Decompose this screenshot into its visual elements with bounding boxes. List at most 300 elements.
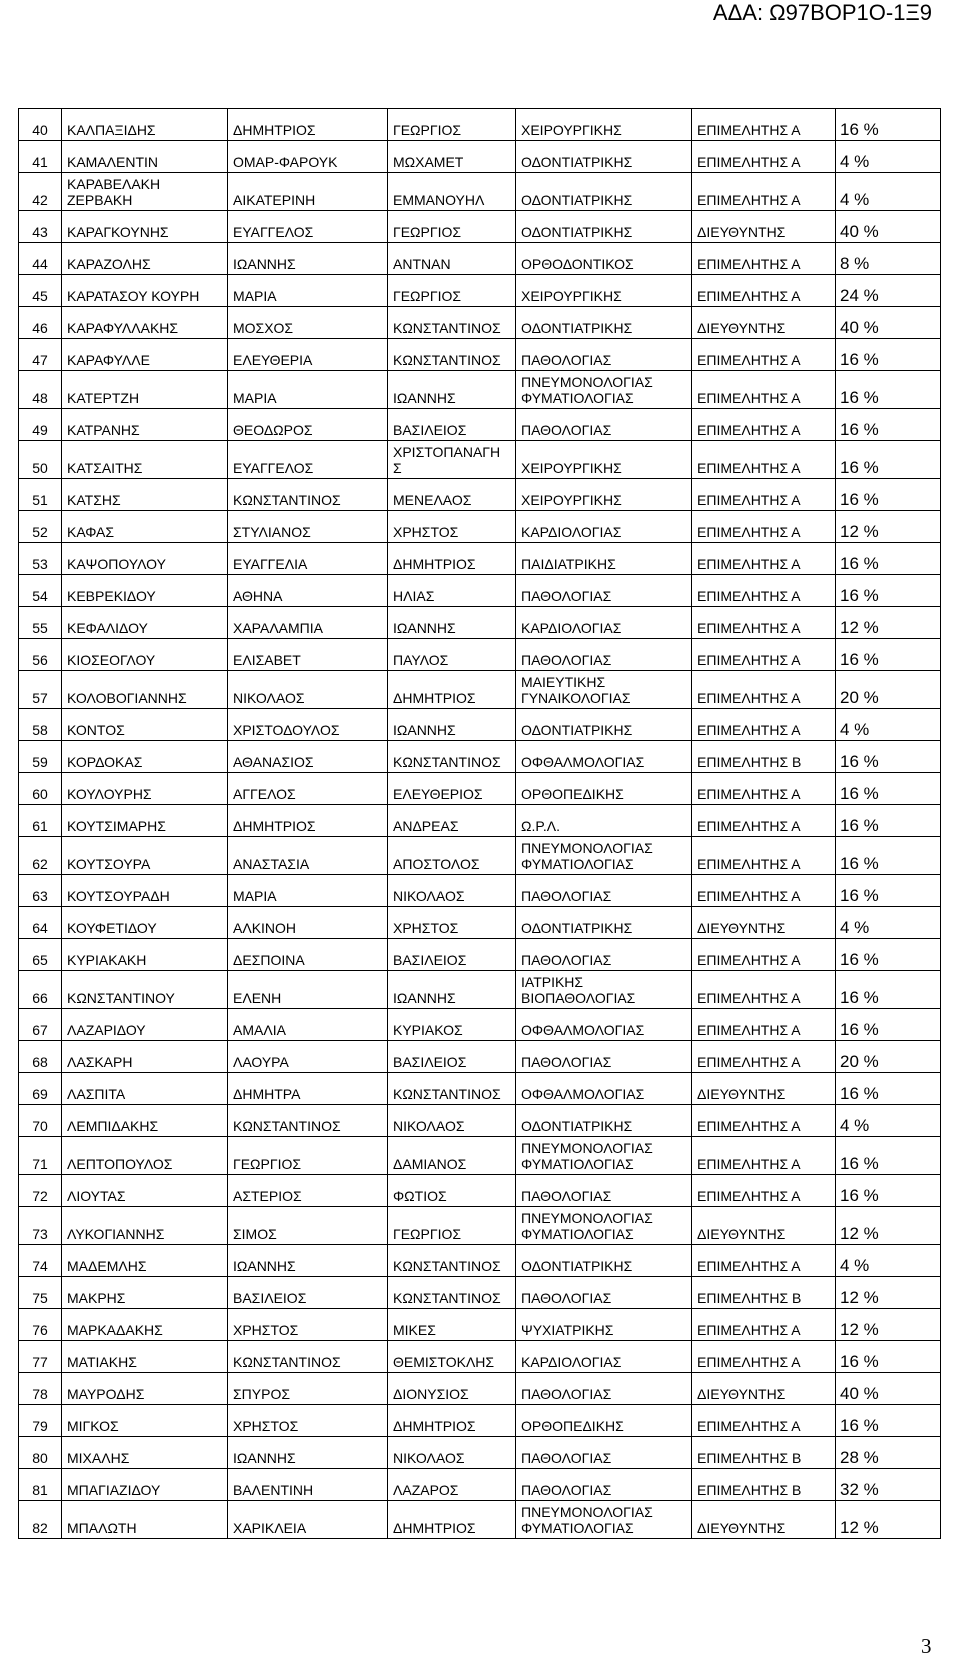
first-name-cell xyxy=(228,1437,388,1469)
father-name-cell xyxy=(388,907,516,939)
father-name-cell xyxy=(388,1073,516,1105)
first-name-cell xyxy=(228,773,388,805)
surname-cell xyxy=(62,1469,228,1501)
father-name-cell xyxy=(388,339,516,371)
table-row xyxy=(19,805,941,837)
surname: ΚΑΤΣΑΙΤΗΣ xyxy=(67,460,143,476)
percentage-cell xyxy=(836,1309,941,1341)
surname: ΜΑΚΡΗΣ xyxy=(67,1290,126,1306)
specialty-cell xyxy=(516,371,692,409)
specialty-cell xyxy=(516,1073,692,1105)
surname: ΚΑΡΑΓΚΟΥΝΗΣ xyxy=(67,224,169,240)
table-row xyxy=(19,773,941,805)
father-name: ΜΩΧΑΜΕΤ xyxy=(393,154,464,170)
percentage: 16 % xyxy=(840,1020,879,1039)
row-number-cell xyxy=(19,1309,62,1341)
percentage: 24 % xyxy=(840,286,879,305)
row-number-cell xyxy=(19,543,62,575)
row-number-cell xyxy=(19,339,62,371)
father-name: ΦΩΤΙΟΣ xyxy=(393,1188,447,1204)
percentage: 32 % xyxy=(840,1480,879,1499)
first-name-cell xyxy=(228,243,388,275)
specialty-cell xyxy=(516,1041,692,1073)
table-row xyxy=(19,1277,941,1309)
table-row xyxy=(19,1137,941,1175)
rank-cell xyxy=(692,511,836,543)
father-name: ΔΗΜΗΤΡΙΟΣ xyxy=(393,690,476,706)
father-name: ΒΑΣΙΛΕΙΟΣ xyxy=(393,422,467,438)
specialty-cell xyxy=(516,243,692,275)
surname: ΚΥΡΙΑΚΑΚΗ xyxy=(67,952,147,968)
specialty-cell xyxy=(516,1341,692,1373)
rank-cell xyxy=(692,141,836,173)
father-name: ΓΕΩΡΓΙΟΣ xyxy=(393,122,461,138)
surname: ΚΑΡΑΦΥΛΛΑΚΗΣ xyxy=(67,320,179,336)
father-name-cell xyxy=(388,1277,516,1309)
row-number-cell xyxy=(19,1009,62,1041)
percentage: 16 % xyxy=(840,988,879,1007)
surname-cell xyxy=(62,339,228,371)
first-name-cell xyxy=(228,1175,388,1207)
surname-cell xyxy=(62,805,228,837)
father-name-cell xyxy=(388,1245,516,1277)
surname: ΛΑΣΚΑΡΗ xyxy=(67,1054,133,1070)
father-name-cell xyxy=(388,1373,516,1405)
surname-cell xyxy=(62,1105,228,1137)
percentage: 40 % xyxy=(840,318,879,337)
row-number-cell xyxy=(19,939,62,971)
father-name: ΘΕΜΙΣΤΟΚΛΗΣ xyxy=(393,1354,495,1370)
specialty-cell xyxy=(516,907,692,939)
specialty: ΠΑΘΟΛΟΓΙΑΣ xyxy=(521,952,612,968)
surname-cell xyxy=(62,441,228,479)
percentage-cell xyxy=(836,875,941,907)
surname: ΜΙΧΑΛΗΣ xyxy=(67,1450,130,1466)
row-number: 58 xyxy=(32,722,48,738)
father-name-cell xyxy=(388,109,516,141)
first-name-cell xyxy=(228,607,388,639)
first-name-cell xyxy=(228,1245,388,1277)
table-row xyxy=(19,1501,941,1539)
first-name-cell xyxy=(228,1341,388,1373)
rank: ΕΠΙΜΕΛΗΤΗΣ Β xyxy=(697,1450,802,1466)
specialty: ΚΑΡΔΙΟΛΟΓΙΑΣ xyxy=(521,1354,622,1370)
specialty: ΟΔΟΝΤΙΑΤΡΙΚΗΣ xyxy=(521,722,633,738)
row-number: 57 xyxy=(32,690,48,706)
row-number: 80 xyxy=(32,1450,48,1466)
rank-cell xyxy=(692,409,836,441)
page-number: 3 xyxy=(921,1634,932,1658)
row-number: 70 xyxy=(32,1118,48,1134)
father-name-cell xyxy=(388,607,516,639)
first-name: ΟΜΑΡ-ΦΑΡΟΥΚ xyxy=(233,154,338,170)
father-name-cell xyxy=(388,1469,516,1501)
first-name-cell xyxy=(228,1405,388,1437)
father-name-cell xyxy=(388,709,516,741)
surname: ΚΟΥΤΣΟΥΡΑΔΗ xyxy=(67,888,170,904)
rank-cell xyxy=(692,1207,836,1245)
specialty-cell xyxy=(516,741,692,773)
rank: ΕΠΙΜΕΛΗΤΗΣ Α xyxy=(697,620,801,636)
first-name: ΕΥΑΓΓΕΛΟΣ xyxy=(233,224,314,240)
row-number-cell xyxy=(19,1073,62,1105)
father-name: ΜΙΚΕΣ xyxy=(393,1322,436,1338)
specialty-cell xyxy=(516,671,692,709)
rank-cell xyxy=(692,907,836,939)
first-name-cell xyxy=(228,543,388,575)
table-row xyxy=(19,371,941,409)
surname-cell xyxy=(62,211,228,243)
first-name-cell xyxy=(228,875,388,907)
row-number: 64 xyxy=(32,920,48,936)
table-row xyxy=(19,1105,941,1137)
percentage: 20 % xyxy=(840,1052,879,1071)
first-name: ΚΩΝΣΤΑΝΤΙΝΟΣ xyxy=(233,1118,341,1134)
first-name: ΚΩΝΣΤΑΝΤΙΝΟΣ xyxy=(233,492,341,508)
rank: ΕΠΙΜΕΛΗΤΗΣ Α xyxy=(697,390,801,406)
specialty: ΠΝΕΥΜΟΝΟΛΟΓΙΑΣ ΦΥΜΑΤΙΟΛΟΓΙΑΣ xyxy=(521,1140,653,1172)
table-row xyxy=(19,141,941,173)
percentage-cell xyxy=(836,1207,941,1245)
rank: ΕΠΙΜΕΛΗΤΗΣ Α xyxy=(697,856,801,872)
row-number-cell xyxy=(19,141,62,173)
percentage-cell xyxy=(836,109,941,141)
father-name-cell xyxy=(388,307,516,339)
table-row xyxy=(19,511,941,543)
rank: ΕΠΙΜΕΛΗΤΗΣ Α xyxy=(697,352,801,368)
specialty: ΧΕΙΡΟΥΡΓΙΚΗΣ xyxy=(521,492,622,508)
surname: ΜΙΓΚΟΣ xyxy=(67,1418,119,1434)
specialty: ΠΝΕΥΜΟΝΟΛΟΓΙΑΣ ΦΥΜΑΤΙΟΛΟΓΙΑΣ xyxy=(521,374,653,406)
surname-cell xyxy=(62,639,228,671)
table-row xyxy=(19,971,941,1009)
surname-cell xyxy=(62,275,228,307)
first-name-cell xyxy=(228,307,388,339)
percentage: 16 % xyxy=(840,554,879,573)
first-name: ΔΗΜΗΤΡΙΟΣ xyxy=(233,122,316,138)
father-name: ΝΙΚΟΛΑΟΣ xyxy=(393,1450,465,1466)
rank: ΕΠΙΜΕΛΗΤΗΣ Α xyxy=(697,422,801,438)
rank-cell xyxy=(692,1437,836,1469)
specialty-cell xyxy=(516,1405,692,1437)
father-name: ΔΑΜΙΑΝΟΣ xyxy=(393,1156,467,1172)
row-number: 66 xyxy=(32,990,48,1006)
specialty: ΠΑΘΟΛΟΓΙΑΣ xyxy=(521,422,612,438)
rank: ΔΙΕΥΘΥΝΤΗΣ xyxy=(697,320,786,336)
father-name: ΝΙΚΟΛΑΟΣ xyxy=(393,1118,465,1134)
percentage: 8 % xyxy=(840,254,870,273)
surname-cell xyxy=(62,1373,228,1405)
surname: ΚΑΤΕΡΤΖΗ xyxy=(67,390,140,406)
rank-cell xyxy=(692,1041,836,1073)
percentage: 16 % xyxy=(840,816,879,835)
surname: ΚΟΝΤΟΣ xyxy=(67,722,125,738)
father-name: ΒΑΣΙΛΕΙΟΣ xyxy=(393,1054,467,1070)
rank: ΕΠΙΜΕΛΗΤΗΣ Β xyxy=(697,754,802,770)
first-name: ΜΑΡΙΑ xyxy=(233,288,277,304)
specialty: ΠΝΕΥΜΟΝΟΛΟΓΙΑΣ ΦΥΜΑΤΙΟΛΟΓΙΑΣ xyxy=(521,840,653,872)
surname-cell xyxy=(62,173,228,211)
percentage-cell xyxy=(836,671,941,709)
father-name: ΛΑΖΑΡΟΣ xyxy=(393,1482,459,1498)
first-name: ΑΘΗΝΑ xyxy=(233,588,283,604)
specialty: ΠΑΘΟΛΟΓΙΑΣ xyxy=(521,1188,612,1204)
table-row xyxy=(19,671,941,709)
father-name-cell xyxy=(388,543,516,575)
percentage: 40 % xyxy=(840,222,879,241)
table-row xyxy=(19,939,941,971)
rank: ΕΠΙΜΕΛΗΤΗΣ Α xyxy=(697,154,801,170)
row-number-cell xyxy=(19,1373,62,1405)
rank-cell xyxy=(692,243,836,275)
rank: ΕΠΙΜΕΛΗΤΗΣ Α xyxy=(697,1418,801,1434)
row-number-cell xyxy=(19,1501,62,1539)
first-name: ΙΩΑΝΝΗΣ xyxy=(233,1258,296,1274)
surname-cell xyxy=(62,671,228,709)
percentage-cell xyxy=(836,511,941,543)
father-name: ΔΗΜΗΤΡΙΟΣ xyxy=(393,1520,476,1536)
first-name: ΑΛΚΙΝΟΗ xyxy=(233,920,297,936)
percentage: 40 % xyxy=(840,1384,879,1403)
percentage: 16 % xyxy=(840,586,879,605)
surname: ΜΑΤΙΑΚΗΣ xyxy=(67,1354,137,1370)
father-name-cell xyxy=(388,939,516,971)
first-name-cell xyxy=(228,211,388,243)
father-name: ΝΙΚΟΛΑΟΣ xyxy=(393,888,465,904)
row-number-cell xyxy=(19,1341,62,1373)
father-name-cell xyxy=(388,1437,516,1469)
table-row xyxy=(19,875,941,907)
first-name: ΑΘΑΝΑΣΙΟΣ xyxy=(233,754,314,770)
row-number: 45 xyxy=(32,288,48,304)
father-name-cell xyxy=(388,1137,516,1175)
ada-code: ΑΔΑ: Ω97ΒΟΡ1Ο-1Ξ9 xyxy=(712,0,932,25)
father-name-cell xyxy=(388,371,516,409)
table-row xyxy=(19,479,941,511)
rank-cell xyxy=(692,939,836,971)
row-number-cell xyxy=(19,275,62,307)
rank: ΕΠΙΜΕΛΗΤΗΣ Α xyxy=(697,1354,801,1370)
rank: ΕΠΙΜΕΛΗΤΗΣ Α xyxy=(697,192,801,208)
table-row xyxy=(19,307,941,339)
row-number-cell xyxy=(19,173,62,211)
first-name-cell xyxy=(228,1277,388,1309)
first-name-cell xyxy=(228,939,388,971)
father-name: ΒΑΣΙΛΕΙΟΣ xyxy=(393,952,467,968)
surname-cell xyxy=(62,1277,228,1309)
specialty-cell xyxy=(516,607,692,639)
specialty: Ω.Ρ.Λ. xyxy=(521,818,561,834)
surname-cell xyxy=(62,773,228,805)
row-number-cell xyxy=(19,307,62,339)
specialty: ΟΔΟΝΤΙΑΤΡΙΚΗΣ xyxy=(521,224,633,240)
table-row xyxy=(19,837,941,875)
specialty: ΠΑΘΟΛΟΓΙΑΣ xyxy=(521,1450,612,1466)
first-name: ΙΩΑΝΝΗΣ xyxy=(233,1450,296,1466)
percentage-cell xyxy=(836,1137,941,1175)
specialty-cell xyxy=(516,339,692,371)
specialty-cell xyxy=(516,773,692,805)
percentage: 12 % xyxy=(840,618,879,637)
father-name-cell xyxy=(388,141,516,173)
percentage: 12 % xyxy=(840,1320,879,1339)
father-name: ΓΕΩΡΓΙΟΣ xyxy=(393,288,461,304)
rank-cell xyxy=(692,1175,836,1207)
row-number: 44 xyxy=(32,256,48,272)
row-number-cell xyxy=(19,441,62,479)
surname-cell xyxy=(62,109,228,141)
percentage: 16 % xyxy=(840,350,879,369)
father-name: ΚΩΝΣΤΑΝΤΙΝΟΣ xyxy=(393,1290,501,1306)
specialty: ΟΔΟΝΤΙΑΤΡΙΚΗΣ xyxy=(521,920,633,936)
rank: ΕΠΙΜΕΛΗΤΗΣ Α xyxy=(697,1258,801,1274)
father-name-cell xyxy=(388,741,516,773)
row-number-cell xyxy=(19,409,62,441)
rank-cell xyxy=(692,837,836,875)
row-number: 52 xyxy=(32,524,48,540)
specialty-cell xyxy=(516,141,692,173)
row-number: 68 xyxy=(32,1054,48,1070)
row-number: 42 xyxy=(32,192,48,208)
row-number-cell xyxy=(19,709,62,741)
row-number-cell xyxy=(19,1175,62,1207)
surname-cell xyxy=(62,1175,228,1207)
rank-cell xyxy=(692,607,836,639)
rank: ΕΠΙΜΕΛΗΤΗΣ Α xyxy=(697,1054,801,1070)
table-row xyxy=(19,1073,941,1105)
father-name: ΔΗΜΗΤΡΙΟΣ xyxy=(393,1418,476,1434)
father-name-cell xyxy=(388,441,516,479)
surname-cell xyxy=(62,1207,228,1245)
specialty-cell xyxy=(516,575,692,607)
first-name: ΕΛΕΥΘΕΡΙΑ xyxy=(233,352,313,368)
row-number: 46 xyxy=(32,320,48,336)
specialty-cell xyxy=(516,1373,692,1405)
surname: ΚΑΨΟΠΟΥΛΟΥ xyxy=(67,556,166,572)
first-name-cell xyxy=(228,371,388,409)
father-name: ΠΑΥΛΟΣ xyxy=(393,652,449,668)
surname-cell xyxy=(62,607,228,639)
percentage: 4 % xyxy=(840,1256,870,1275)
father-name: ΔΙΟΝΥΣΙΟΣ xyxy=(393,1386,469,1402)
specialty: ΧΕΙΡΟΥΡΓΙΚΗΣ xyxy=(521,122,622,138)
first-name-cell xyxy=(228,109,388,141)
rank: ΕΠΙΜΕΛΗΤΗΣ Α xyxy=(697,492,801,508)
row-number: 62 xyxy=(32,856,48,872)
row-number: 82 xyxy=(32,1520,48,1536)
first-name-cell xyxy=(228,441,388,479)
specialty: ΧΕΙΡΟΥΡΓΙΚΗΣ xyxy=(521,460,622,476)
table-row xyxy=(19,1207,941,1245)
surname: ΚΕΒΡΕΚΙΔΟΥ xyxy=(67,588,156,604)
first-name: ΛΑΟΥΡΑ xyxy=(233,1054,289,1070)
percentage: 16 % xyxy=(840,1186,879,1205)
first-name-cell xyxy=(228,805,388,837)
rank-cell xyxy=(692,307,836,339)
specialty: ΠΑΘΟΛΟΓΙΑΣ xyxy=(521,888,612,904)
personnel-table xyxy=(18,108,941,1539)
row-number-cell xyxy=(19,773,62,805)
surname-cell xyxy=(62,511,228,543)
father-name: ΧΡΗΣΤΟΣ xyxy=(393,524,459,540)
row-number: 72 xyxy=(32,1188,48,1204)
first-name-cell xyxy=(228,1501,388,1539)
surname: ΜΠΑΛΩΤΗ xyxy=(67,1520,137,1536)
father-name: ΚΩΝΣΤΑΝΤΙΝΟΣ xyxy=(393,1086,501,1102)
row-number: 78 xyxy=(32,1386,48,1402)
percentage-cell xyxy=(836,837,941,875)
specialty-cell xyxy=(516,307,692,339)
surname: ΚΑΤΣΗΣ xyxy=(67,492,121,508)
surname-cell xyxy=(62,1501,228,1539)
percentage-cell xyxy=(836,907,941,939)
percentage-cell xyxy=(836,243,941,275)
first-name-cell xyxy=(228,1009,388,1041)
specialty: ΧΕΙΡΟΥΡΓΙΚΗΣ xyxy=(521,288,622,304)
surname-cell xyxy=(62,1009,228,1041)
rank-cell xyxy=(692,1469,836,1501)
surname: ΜΑΔΕΜΛΗΣ xyxy=(67,1258,147,1274)
percentage-cell xyxy=(836,773,941,805)
surname-cell xyxy=(62,875,228,907)
surname: ΚΑΡΑΒΕΛΑΚΗ ΖΕΡΒΑΚΗ xyxy=(67,176,161,208)
surname: ΚΑΜΑΛΕΝΤΙΝ xyxy=(67,154,159,170)
percentage-cell xyxy=(836,1009,941,1041)
row-number: 49 xyxy=(32,422,48,438)
father-name: ΗΛΙΑΣ xyxy=(393,588,435,604)
surname-cell xyxy=(62,307,228,339)
row-number-cell xyxy=(19,1277,62,1309)
specialty-cell xyxy=(516,1469,692,1501)
surname: ΚΑΡΑΤΑΣΟΥ ΚΟΥΡΗ xyxy=(67,288,200,304)
table-body xyxy=(19,109,941,1539)
specialty-cell xyxy=(516,109,692,141)
row-number-cell xyxy=(19,741,62,773)
surname-cell xyxy=(62,1245,228,1277)
percentage: 20 % xyxy=(840,688,879,707)
percentage-cell xyxy=(836,1373,941,1405)
row-number-cell xyxy=(19,1469,62,1501)
rank: ΕΠΙΜΕΛΗΤΗΣ Α xyxy=(697,1322,801,1338)
surname-cell xyxy=(62,575,228,607)
surname: ΛΑΖΑΡΙΔΟΥ xyxy=(67,1022,146,1038)
percentage: 16 % xyxy=(840,388,879,407)
specialty: ΟΡΘΟΠΕΔΙΚΗΣ xyxy=(521,1418,624,1434)
specialty: ΠΑΘΟΛΟΓΙΑΣ xyxy=(521,652,612,668)
surname-cell xyxy=(62,907,228,939)
surname: ΚΟΥΛΟΥΡΗΣ xyxy=(67,786,152,802)
percentage-cell xyxy=(836,1041,941,1073)
table-row xyxy=(19,1405,941,1437)
percentage-cell xyxy=(836,971,941,1009)
first-name-cell xyxy=(228,1073,388,1105)
row-number: 65 xyxy=(32,952,48,968)
first-name: ΧΑΡΑΛΑΜΠΙΑ xyxy=(233,620,324,636)
rank: ΕΠΙΜΕΛΗΤΗΣ Α xyxy=(697,524,801,540)
first-name: ΓΕΩΡΓΙΟΣ xyxy=(233,1156,301,1172)
percentage-cell xyxy=(836,1501,941,1539)
specialty-cell xyxy=(516,1207,692,1245)
rank: ΔΙΕΥΘΥΝΤΗΣ xyxy=(697,1226,786,1242)
rank-cell xyxy=(692,275,836,307)
rank: ΕΠΙΜΕΛΗΤΗΣ Α xyxy=(697,588,801,604)
row-number: 74 xyxy=(32,1258,48,1274)
first-name: ΑΙΚΑΤΕΡΙΝΗ xyxy=(233,192,316,208)
surname-cell xyxy=(62,479,228,511)
rank-cell xyxy=(692,441,836,479)
rank: ΕΠΙΜΕΛΗΤΗΣ Α xyxy=(697,288,801,304)
percentage-cell xyxy=(836,543,941,575)
